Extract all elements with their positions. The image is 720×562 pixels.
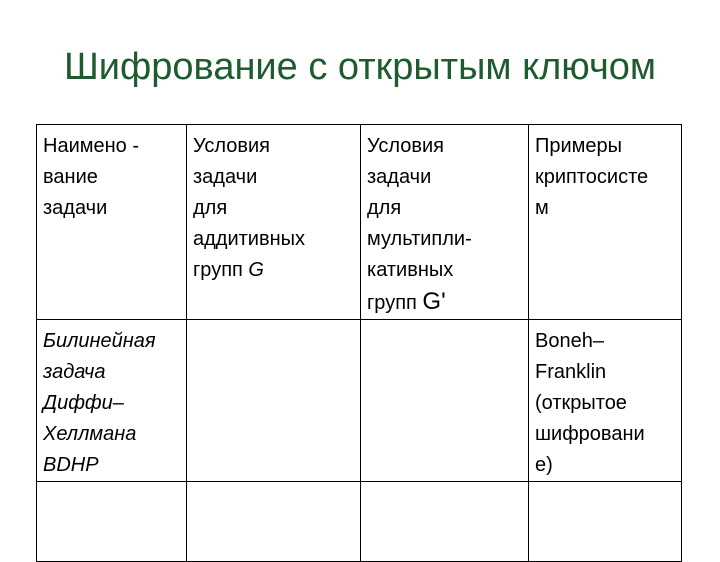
cell-line: Boneh– bbox=[535, 330, 604, 352]
group-symbol: G' bbox=[422, 288, 446, 315]
header-line: мультипли- bbox=[367, 228, 472, 250]
empty-cell bbox=[361, 482, 529, 562]
cell-line: Franklin bbox=[535, 361, 607, 383]
cell-line: Билинейная bbox=[43, 330, 156, 352]
problems-table bbox=[36, 124, 682, 562]
header-line bbox=[193, 255, 354, 286]
empty-cell bbox=[187, 482, 361, 562]
slide-title: Шифрование с открытым ключом bbox=[63, 46, 657, 88]
cell-line: Хеллмана bbox=[43, 423, 137, 445]
header-line: криптосисте bbox=[535, 166, 649, 188]
table-row bbox=[37, 320, 682, 482]
empty-cell bbox=[37, 482, 187, 562]
cell-line: Диффи– bbox=[43, 392, 124, 414]
groups-word: групп bbox=[367, 292, 417, 314]
header-line: вание bbox=[43, 166, 98, 188]
header-line: кативных bbox=[367, 259, 454, 281]
cell-line: задача bbox=[43, 361, 106, 383]
cell-line: е) bbox=[535, 454, 553, 476]
header-line: Примеры bbox=[535, 135, 623, 157]
header-additive-conditions bbox=[187, 125, 361, 320]
problem-name-cell bbox=[37, 320, 187, 482]
header-line: для bbox=[193, 197, 228, 219]
header-line: Условия bbox=[367, 135, 445, 157]
examples-cell bbox=[529, 320, 682, 482]
cell-line: (открытое bbox=[535, 392, 627, 414]
cell-line: BDHP bbox=[43, 454, 99, 476]
header-problem-name bbox=[37, 125, 187, 320]
header-multiplicative-conditions bbox=[361, 125, 529, 320]
cell-line: шифровани bbox=[535, 423, 645, 445]
table-header-row bbox=[37, 125, 682, 320]
table-row bbox=[37, 482, 682, 562]
header-line bbox=[367, 286, 522, 319]
header-examples bbox=[529, 125, 682, 320]
header-line: задачи bbox=[367, 166, 432, 188]
empty-cell bbox=[529, 482, 682, 562]
header-line: задачи bbox=[193, 166, 258, 188]
group-symbol: G bbox=[248, 259, 264, 281]
additive-conditions-cell bbox=[187, 320, 361, 482]
groups-word: групп bbox=[193, 259, 243, 281]
header-line: Условия bbox=[193, 135, 271, 157]
header-line: задачи bbox=[43, 197, 108, 219]
header-line: Наимено - bbox=[43, 135, 139, 157]
header-line: м bbox=[535, 197, 549, 219]
header-line: аддитивных bbox=[193, 228, 306, 250]
header-line: для bbox=[367, 197, 402, 219]
multiplicative-conditions-cell bbox=[361, 320, 529, 482]
